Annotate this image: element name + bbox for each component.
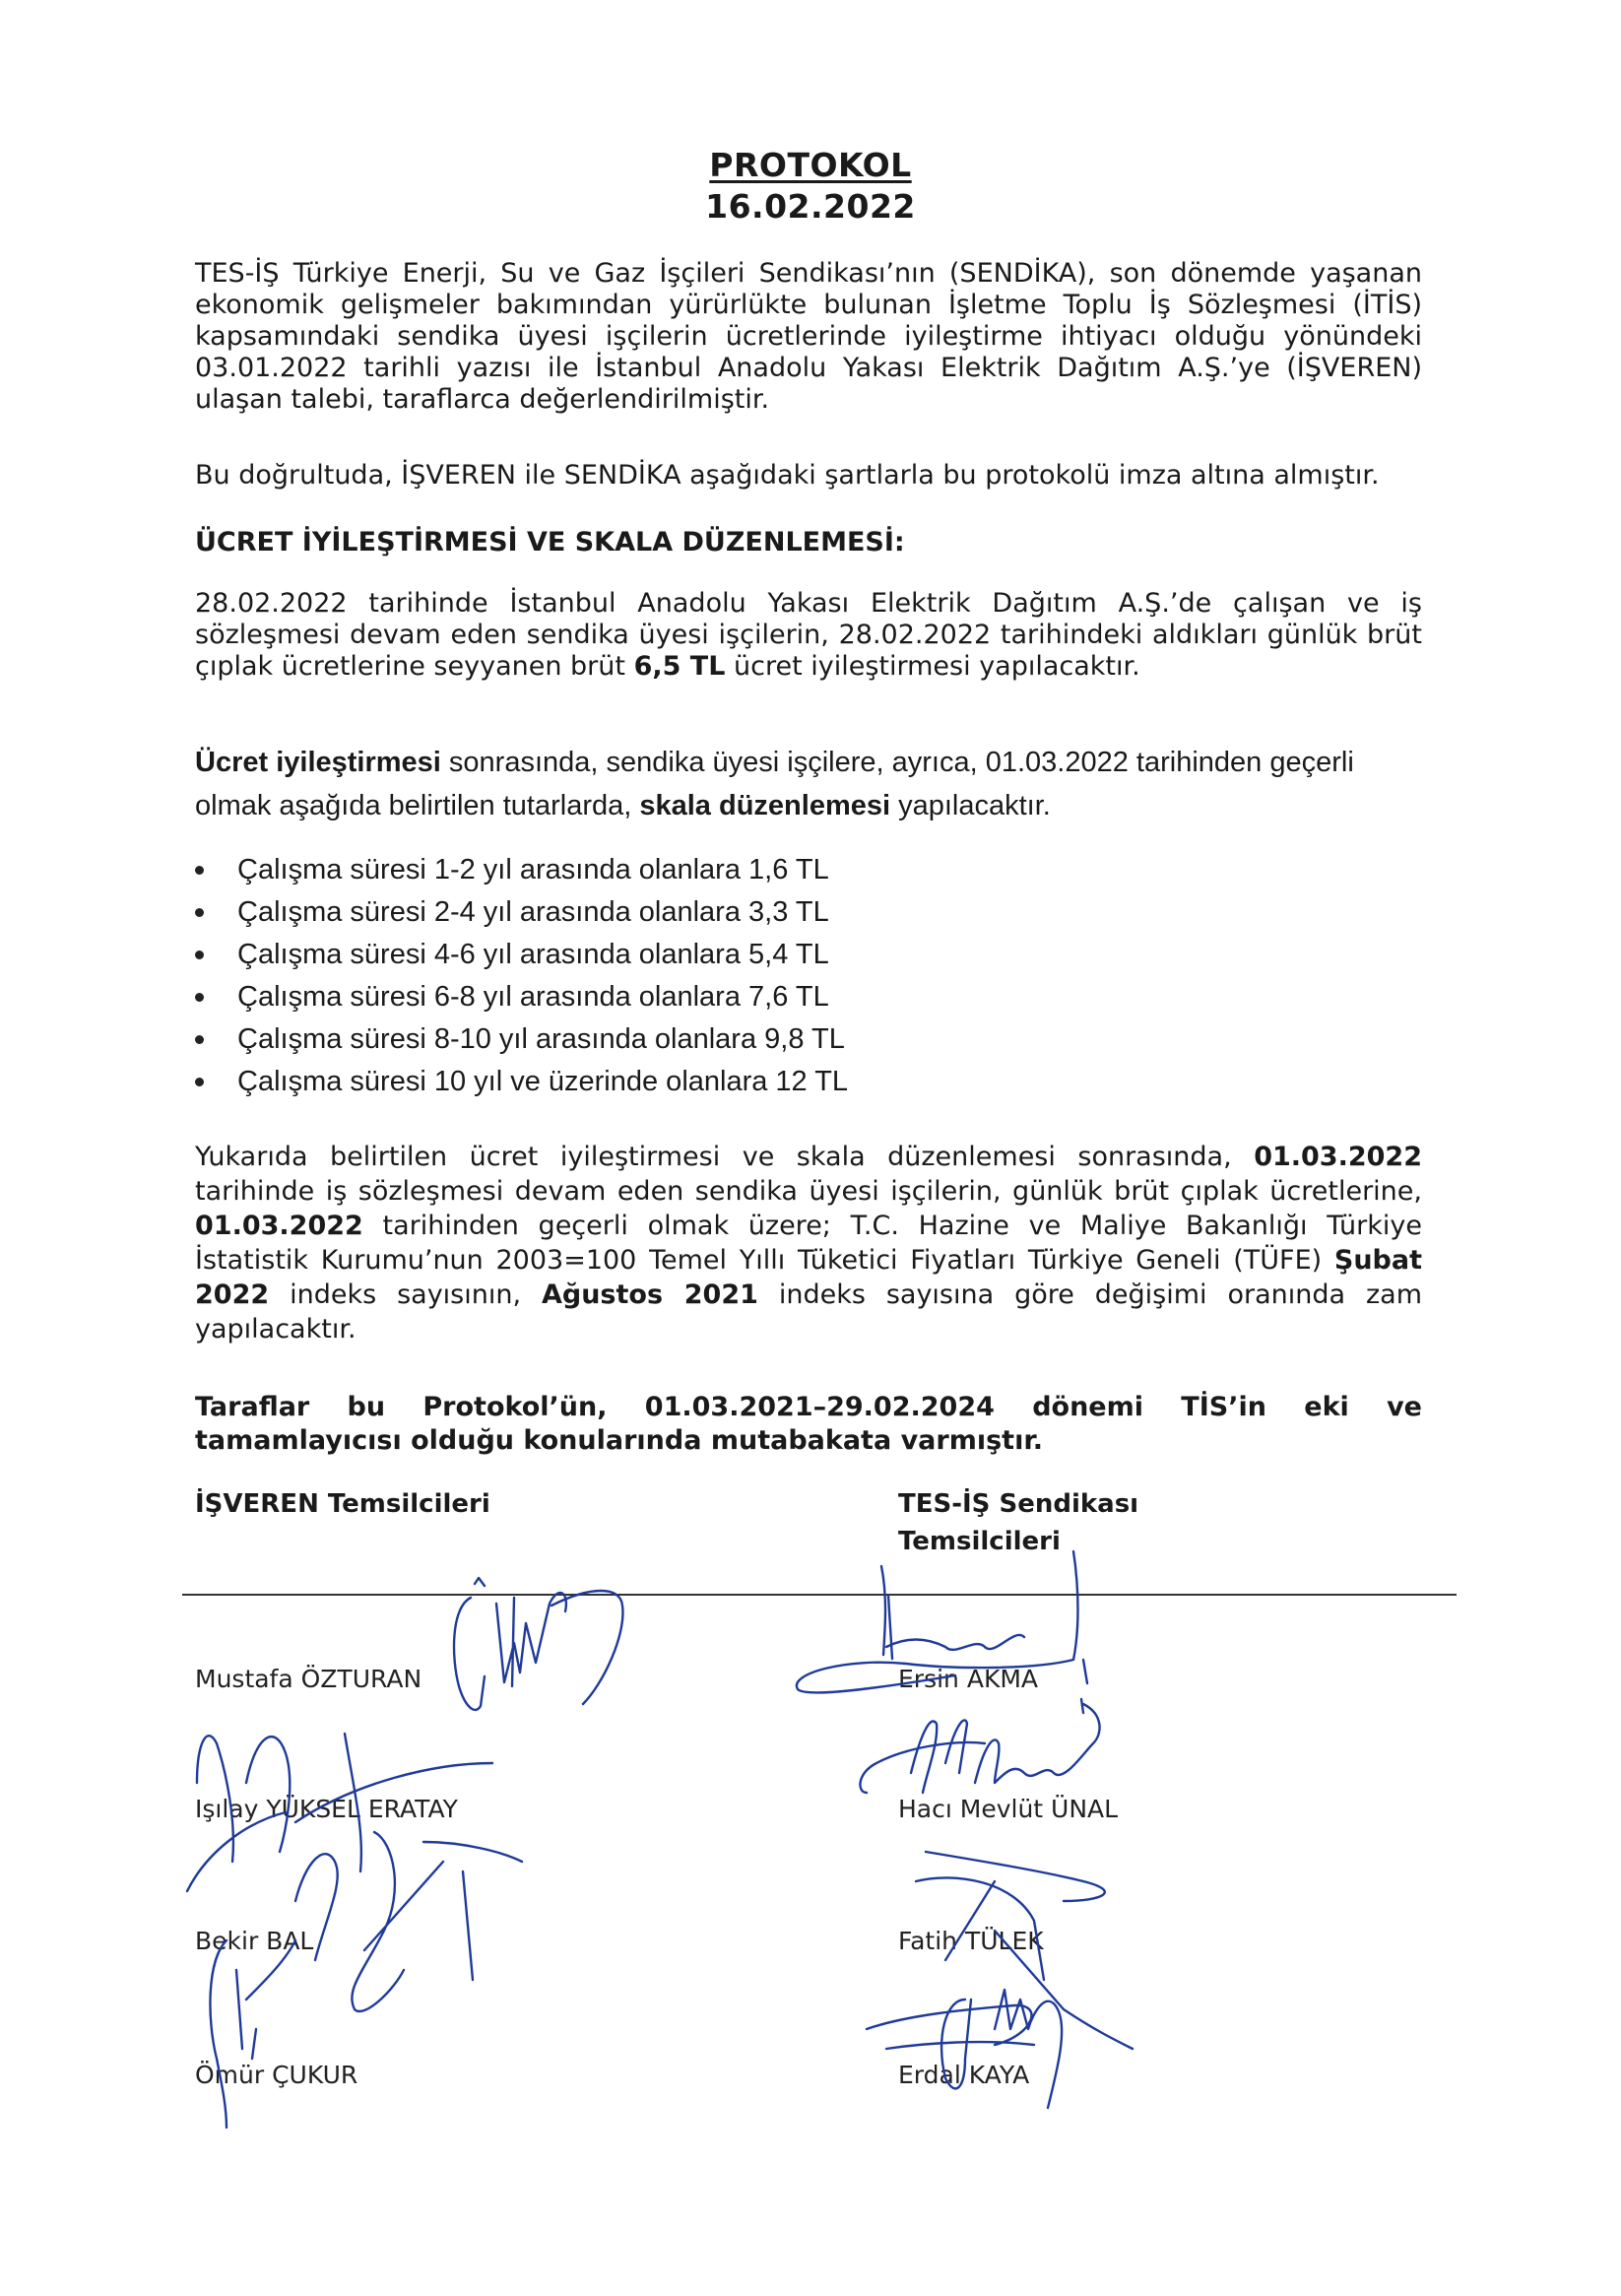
raise-paragraph (195, 588, 1422, 683)
scale-text-1: sonrasında, sendika üyesi işçilere, ayrıca, 01.03.2022 tarihinden geçerli olmak aşağıda belirtilen tutarlarda, (195, 747, 1354, 821)
scale-paragraph (195, 741, 1422, 827)
section-heading: ÜCRET İYİLEŞTİRMESİ VE SKALA DÜZENLEMESİ: (195, 527, 905, 558)
scale-list-item: Çalışma süresi 8-10 yıl arasında olanlara 9,8 TL (189, 1018, 848, 1061)
employer-signatory: Işılay YÜKSEL ERATAY (195, 1795, 458, 1823)
signature-cukur (210, 1940, 295, 2128)
closing-paragraph: Taraflar bu Protokol’ün, 01.03.2021–29.02.2024 dönemi TİS’in eki ve tamamlayıcısı olduğu konularında mutabakata varmıştır. (195, 1392, 1422, 1456)
employer-signatory: Bekir BAL (195, 1927, 314, 1955)
bullet-icon (195, 1035, 204, 1044)
scale-list-item: Çalışma süresi 10 yıl ve üzerinde olanlara 12 TL (189, 1061, 848, 1103)
signature-divider (182, 1594, 1457, 1596)
union-signatory: Erdal KAYA (898, 2061, 1030, 2089)
scale-list-item: Çalışma süresi 1-2 yıl arasında olanlara 1,6 TL (189, 849, 848, 891)
intro-paragraph: TES-İŞ Türkiye Enerji, Su ve Gaz İşçileri Sendikası’nın (SENDİKA), son dönemde yaşanan ekonomik gelişmeler bakımından yürürlükte bulunan İşletme Toplu İş Sözleşmesi (İTİS) kapsamındaki sendika üyesi işçilerin ücretlerinde iyileştirme ihtiyacı olduğu yönündeki 03.01.2022 tarihli yazısı ile İstanbul Anadolu Yakası Elektrik Dağıtım A.Ş.’ye (İŞVEREN) ulaşan talebi, taraflarca değerlendirilmiştir. (195, 258, 1422, 415)
indexation-paragraph: Yukarıda belirtilen ücret iyileştirmesi ve skala düzenlemesi sonrasında, 01.03.2022 tarihinde iş sözleşmesi devam eden sendika üyesi işçilerin, günlük brüt çıplak ücretlerine, 01.03.2022 tarihinden geçerli olmak üzere; T.C. Hazine ve Maliye Bakanlığı Türkiye İstatistik Kurumu’nun 2003=100 Temel Yıllı Tüketici Fiyatları Türkiye Geneli (TÜFE) Şubat 2022 indeks sayısının, Ağustos 2021 indeks sayısına göre değişimi oranında zam yapılacaktır. (195, 1142, 1422, 1345)
raise-amount: 6,5 TL (633, 651, 726, 682)
signature-kaya (867, 1990, 1062, 2108)
signature-unal (860, 1704, 1099, 1793)
union-signatory: Hacı Mevlüt ÜNAL (898, 1795, 1119, 1823)
employer-signatory: Ömür ÇUKUR (195, 2061, 358, 2089)
scale-bold-1: Ücret iyileştirmesi (195, 747, 441, 778)
union-signatory: Ersin AKMA (898, 1665, 1039, 1693)
scale-bold-2: skala düzenlemesi (639, 790, 891, 821)
bullet-icon (195, 1078, 204, 1086)
scale-list-item: Çalışma süresi 2-4 yıl arasında olanlara 3,3 TL (189, 891, 848, 934)
bullet-icon (195, 951, 204, 959)
union-representatives-heading: TES-İŞ Sendikası Temsilcileri (898, 1489, 1139, 1556)
signature-ozturan (454, 1578, 622, 1710)
bullet-icon (195, 908, 204, 917)
bullet-icon (195, 866, 204, 875)
union-signatory: Fatih TÜLEK (898, 1927, 1044, 1955)
raise-text-after: ücret iyileştirmesi yapılacaktır. (725, 651, 1140, 682)
signature-bal (295, 1832, 522, 2011)
employer-representatives-heading: İŞVEREN Temsilcileri (195, 1489, 490, 1519)
scale-list (189, 849, 848, 1103)
bullet-icon (195, 993, 204, 1002)
document-title: PROTOKOL (709, 146, 912, 184)
document-date: 16.02.2022 (705, 187, 916, 226)
employer-signatory: Mustafa ÖZTURAN (195, 1665, 422, 1693)
scale-text-2: yapılacaktır. (890, 790, 1051, 821)
raise-text-before: 28.02.2022 tarihinde İstanbul Anadolu Yakası Elektrik Dağıtım A.Ş.’de çalışan ve iş sözleşmesi devam eden sendika üyesi işçilerin, 28.02.2022 tarihindeki aldıkları günlük brüt çıplak ücretlerine seyyanen brüt (195, 588, 1422, 682)
scale-list-item: Çalışma süresi 6-8 yıl arasında olanlara 7,6 TL (189, 976, 848, 1018)
scale-list-item: Çalışma süresi 4-6 yıl arasında olanlara 5,4 TL (189, 934, 848, 976)
agreement-paragraph: Bu doğrultuda, İŞVEREN ile SENDİKA aşağıdaki şartlarla bu protokolü imza altına almıştır. (195, 460, 1380, 491)
